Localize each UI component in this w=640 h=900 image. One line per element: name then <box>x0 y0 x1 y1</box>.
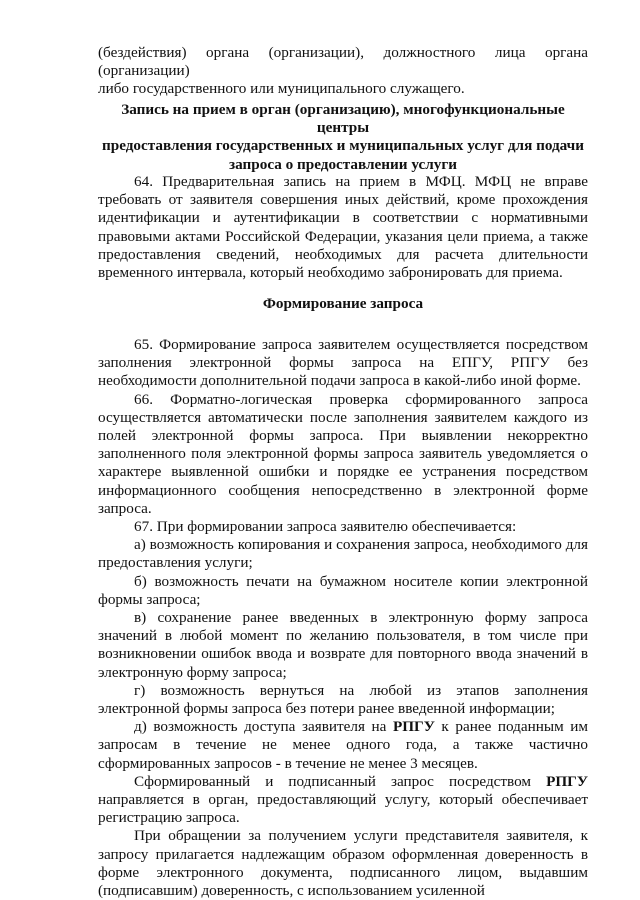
paragraph-67-d-start: д) возможность доступа заявителя на <box>134 718 393 736</box>
heading-line-3: запроса о предоставлении услуги <box>229 155 457 173</box>
paragraph-67-g: г) возможность вернуться на любой из этапов заполнения электронной формы запроса без потери ранее введенной информации; <box>98 681 588 718</box>
paragraph-65: 65. Формирование запроса заявителем осуществляется посредством заполнения электронной формы запроса на ЕПГУ, РПГУ без необходимости дополнительной подачи запроса в какой-либо иной форме. <box>98 336 588 390</box>
intro-paragraph <box>98 44 588 99</box>
paragraph-66: 66. Форматно-логическая проверка сформированного запроса осуществляется автоматически после заполнения заявителем каждого из полей электронной формы запроса. При выявлении некорректно заполненного поля электронной формы запроса заявитель уведомляется о характере выявленной ошибки и порядке ее устранения посредством информационного сообщения непосредственно в электронной форме запроса. <box>98 390 588 517</box>
heading-request-formation: Формирование запроса <box>262 295 424 312</box>
heading-line-2: предоставления государственных и муниципальных услуг для подачи <box>102 137 584 155</box>
heading-line-1: Запись на прием в орган (организацию), многофункциональные центры <box>121 101 565 137</box>
paragraph-request-sent <box>98 773 588 828</box>
paragraph-67-b: б) возможность печати на бумажном носителе копии электронной формы запроса; <box>98 572 588 608</box>
intro-line-2: либо государственного или муниципального служащего. <box>98 80 465 98</box>
paragraph-request-sent-end: направляется в орган, предоставляющий услугу, который обеспечивает регистрацию запроса. <box>98 791 588 827</box>
rpgu-bold-term: РПГУ <box>392 718 435 736</box>
section-heading-request-formation <box>98 295 588 313</box>
paragraph-67-d <box>98 718 588 773</box>
section-heading-appointment <box>98 101 588 174</box>
paragraph-67: 67. При формировании запроса заявителю обеспечивается: <box>134 518 517 536</box>
paragraph-64-text: 64. Предварительная запись на прием в МФЦ. МФЦ не вправе требовать от заявителя совершения иных действий, кроме прохождения идентификации и аутентификации в соответствии с нормативными правовыми актами Российской Федерации, указания цели приема, а также предоставления сведений, необходимых для расчета длительности временного интервала, который необходимо забронировать для приема. <box>98 173 588 282</box>
paragraph-representative: При обращении за получением услуги представителя заявителя, к запросу прилагается надлежащим образом оформленная доверенность в форме электронного документа, подписанного лицом, выдавшим (подписавшим) доверенность, с использованием усиленной <box>98 827 588 900</box>
paragraph-67-a: а) возможность копирования и сохранения запроса, необходимого для предоставления услуги; <box>98 536 588 572</box>
rpgu-bold-term: РПГУ <box>546 772 588 790</box>
paragraph-request-sent-start: Сформированный и подписанный запрос посредством <box>134 772 547 790</box>
paragraph-64 <box>98 173 588 282</box>
paragraphs-65-67 <box>98 336 588 900</box>
intro-line-1: (бездействия) органа (организации), должностного лица органа (организации) <box>98 44 588 80</box>
paragraph-67-d-end: к ранее поданным им запросам в течение не менее одного года, а также частично сформированных запросов - в течение не менее 3 месяцев. <box>98 718 588 772</box>
paragraph-67-c: в) сохранение ранее введенных в электронную форму запроса значений в любой момент по желанию пользователя, в том числе при возникновении ошибок ввода и возврате для повторного ввода значений в электронную форму запроса; <box>98 609 588 681</box>
